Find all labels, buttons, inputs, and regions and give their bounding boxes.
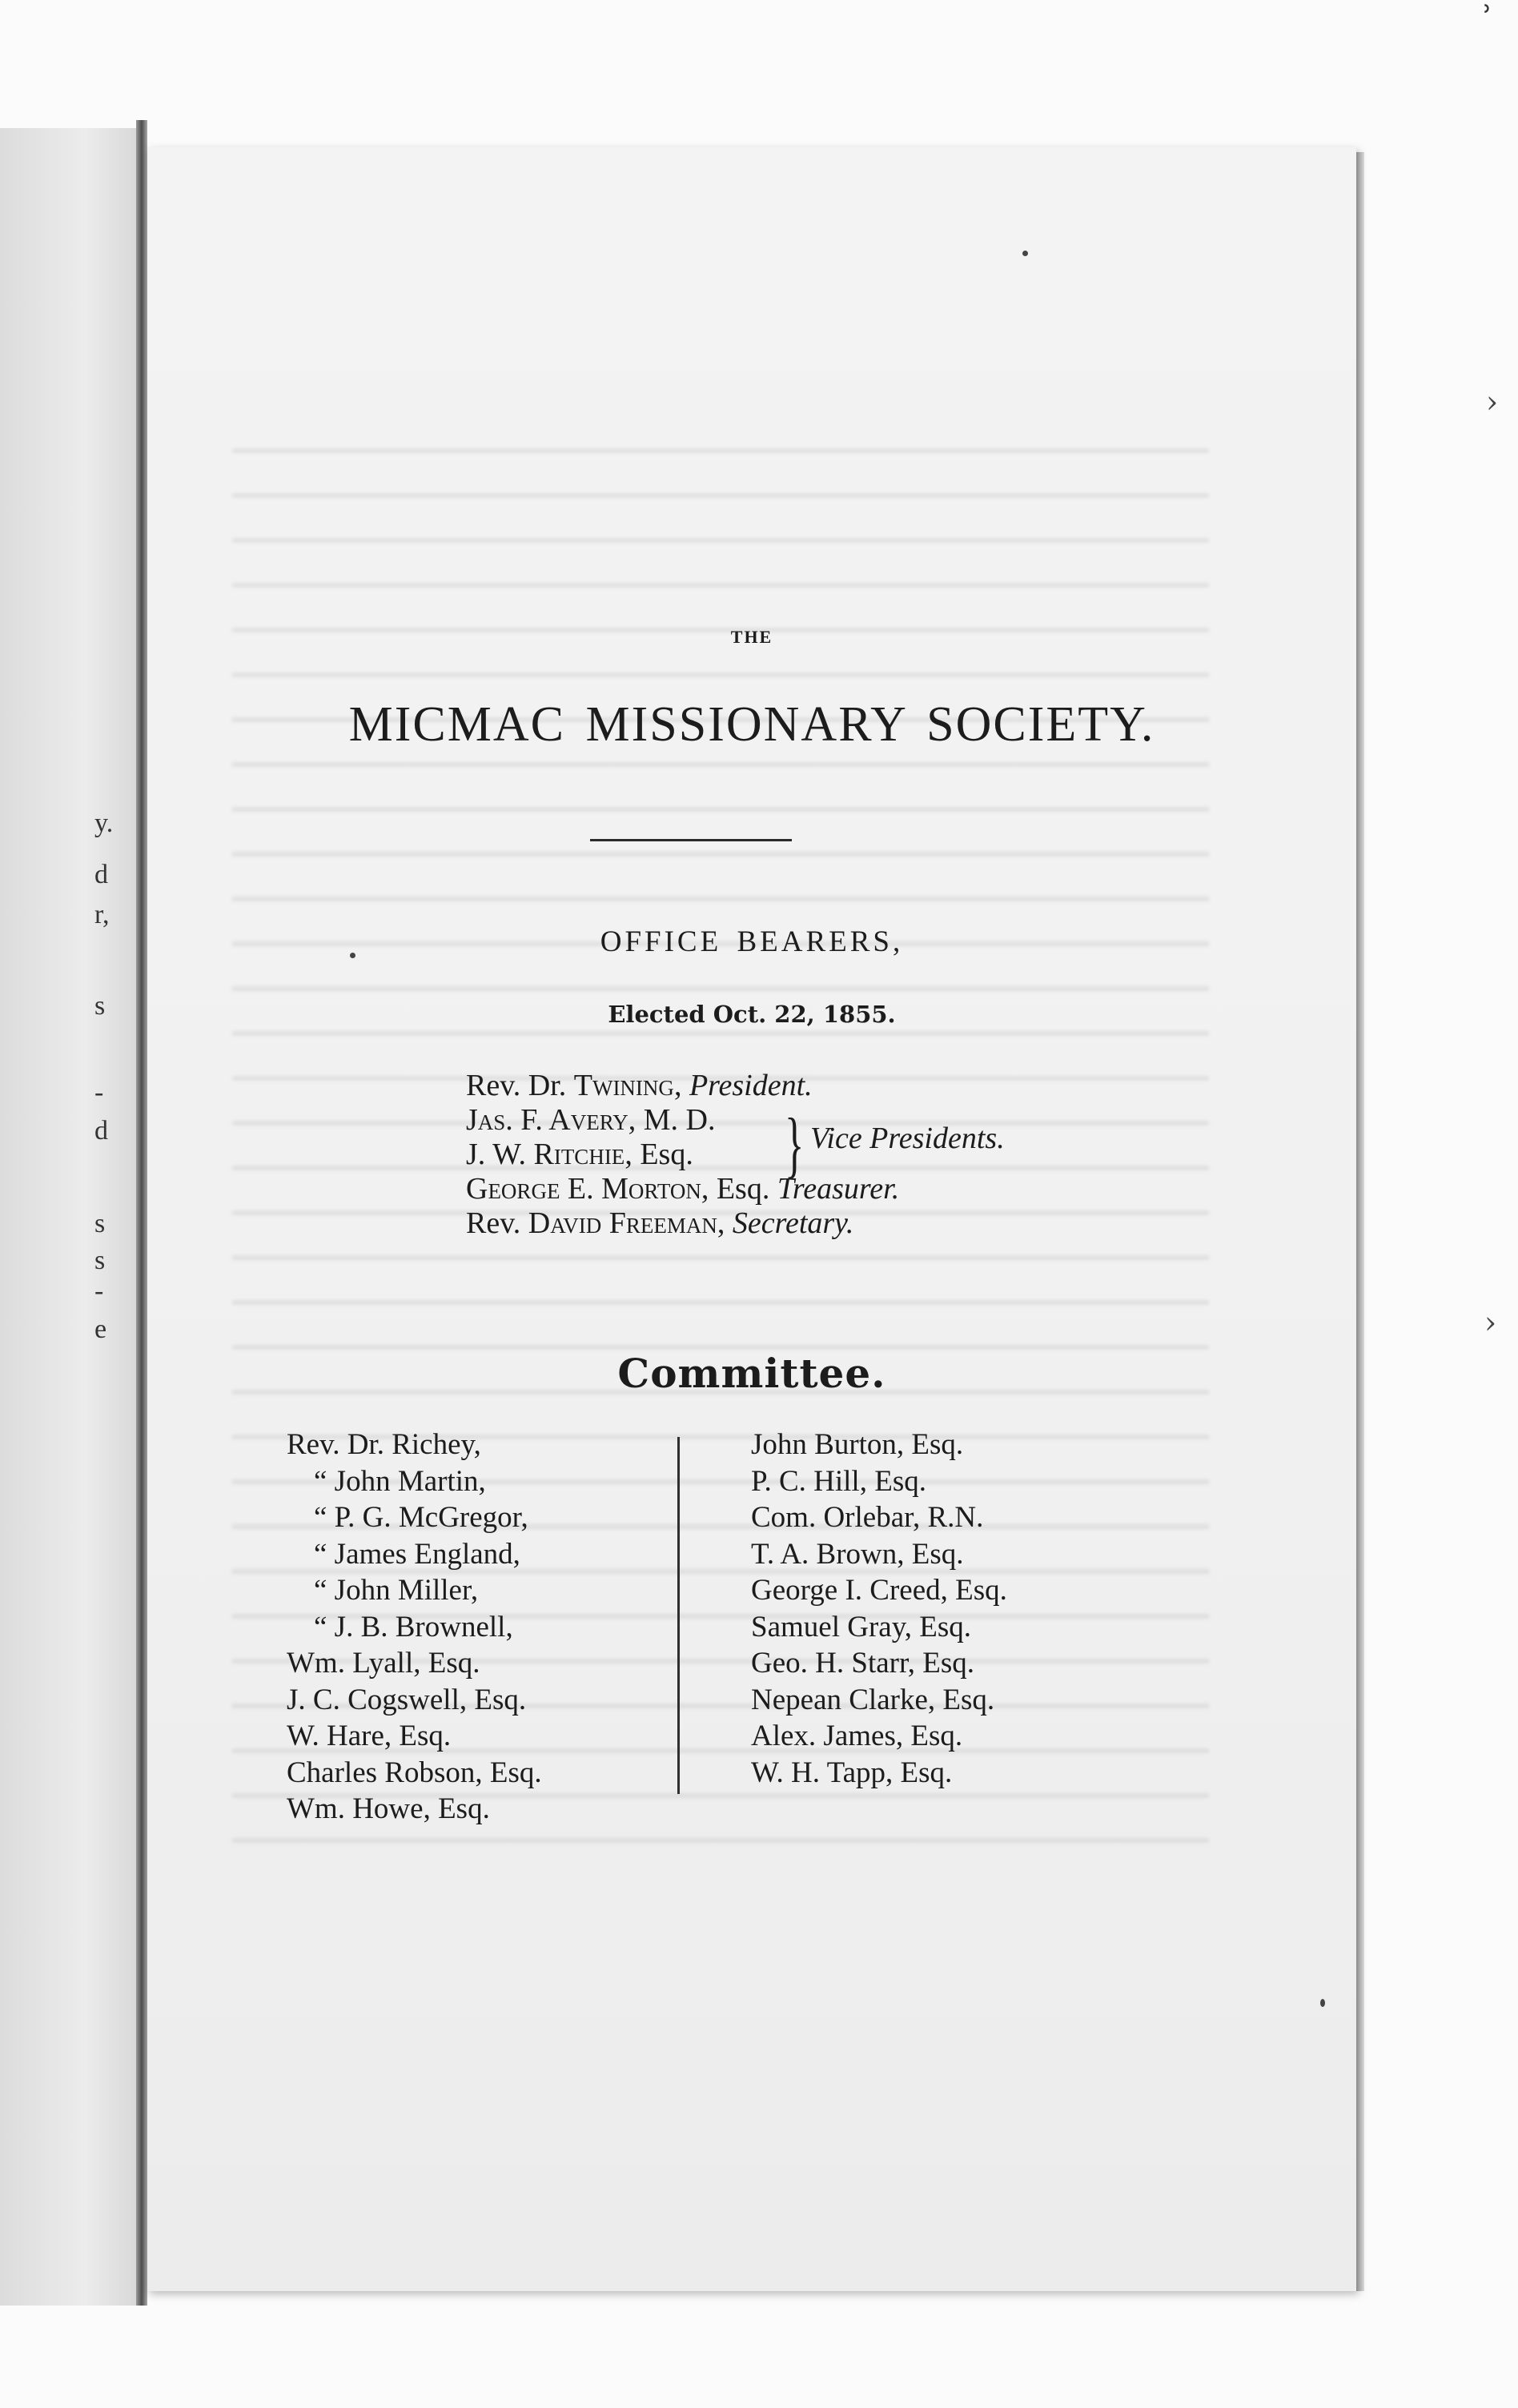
page-title: MICMAC MISSIONARY SOCIETY.: [348, 697, 1155, 752]
committee-member: Rev. Dr. Richey,: [287, 1428, 481, 1461]
committee-member: “ James England,: [314, 1537, 520, 1571]
officer-name: George E. Morton: [466, 1172, 701, 1206]
committee-member: John Burton, Esq.: [751, 1428, 964, 1461]
book-gutter: [136, 120, 147, 2306]
officer-president: [466, 1069, 1187, 1103]
officer-name: Jas. F. Avery: [466, 1103, 628, 1137]
left-fragment: d: [94, 1116, 108, 1146]
committee-member: Wm. Lyall, Esq.: [287, 1647, 480, 1680]
committee-member: P. C. Hill, Esq.: [751, 1464, 926, 1498]
officer-suffix: , Esq.: [701, 1172, 777, 1206]
committee-member: “ J. B. Brownell,: [314, 1610, 513, 1643]
committee-member: Com. Orlebar, R.N.: [751, 1501, 984, 1534]
committee-member: “ P. G. McGregor,: [314, 1501, 528, 1534]
committee-member: T. A. Brown, Esq.: [751, 1537, 964, 1571]
left-fragment: s: [94, 1246, 106, 1275]
page-edge-shadow: [1356, 152, 1364, 2291]
committee-member: George I. Creed, Esq.: [751, 1574, 1007, 1607]
section-heading: OFFICE BEARERS,: [600, 925, 904, 958]
committee-member: “ John Martin,: [314, 1464, 486, 1498]
committee-member: Wm. Howe, Esq.: [287, 1792, 490, 1825]
officer-name: Twining: [573, 1069, 674, 1102]
officer-suffix: , M. D.: [628, 1103, 716, 1137]
committee-member: J. C. Cogswell, Esq.: [287, 1683, 527, 1716]
left-fragment: r,: [94, 900, 110, 929]
ink-speck: [1320, 1999, 1325, 2007]
edge-mark-icon: ›: [1486, 384, 1499, 419]
committee-member: W. Hare, Esq.: [287, 1720, 452, 1752]
officers-list: [466, 1069, 1187, 1241]
left-fragment: e: [94, 1314, 107, 1344]
committee-right-column: [751, 1427, 1007, 1791]
committee-member: Charles Robson, Esq.: [287, 1756, 542, 1789]
committee-member: Nepean Clarke, Esq.: [751, 1683, 995, 1716]
officer-role: President.: [689, 1069, 813, 1102]
officer-suffix: ,: [673, 1069, 689, 1102]
left-fragment: -: [94, 1078, 104, 1107]
committee-heading: Committee.: [617, 1350, 886, 1397]
officer-treasurer: [466, 1172, 1187, 1206]
left-page-strip: [0, 128, 143, 2306]
officer-suffix: , Esq.: [624, 1138, 693, 1171]
officer-name: David Freeman: [528, 1206, 717, 1240]
officer-prefix: Rev.: [466, 1206, 528, 1240]
left-fragment: d: [94, 860, 108, 889]
committee-left-column: [287, 1427, 542, 1828]
officer-role: Secretary.: [732, 1206, 854, 1240]
title-divider: [590, 839, 792, 841]
left-fragment: y.: [94, 809, 114, 838]
corner-mark-icon: ʾ: [1483, 0, 1493, 37]
title-kicker: THE: [730, 627, 773, 647]
left-fragment: s: [94, 1209, 106, 1238]
committee-member: Alex. James, Esq.: [751, 1720, 963, 1752]
officer-suffix: ,: [717, 1206, 733, 1240]
curly-brace-icon: }: [785, 1103, 805, 1185]
committee-column-divider: [677, 1437, 680, 1794]
left-fragment: s: [94, 991, 106, 1021]
officer-name: J. W. Ritchie: [466, 1138, 625, 1171]
committee-member: W. H. Tapp, Esq.: [751, 1756, 953, 1789]
committee-member: Samuel Gray, Esq.: [751, 1610, 972, 1643]
committee-member: Geo. H. Starr, Esq.: [751, 1647, 975, 1680]
officer-prefix: Rev. Dr.: [466, 1069, 574, 1102]
edge-mark-icon: ›: [1484, 1305, 1497, 1340]
ink-speck: [1022, 251, 1028, 256]
committee-member: “ John Miller,: [314, 1574, 479, 1607]
vice-presidents-role: Vice Presidents.: [810, 1122, 1005, 1155]
officer-role: Treasurer.: [777, 1172, 900, 1206]
officer-secretary: [466, 1206, 1187, 1241]
left-fragment: -: [94, 1276, 104, 1306]
election-date: Elected Oct. 22, 1855.: [608, 1001, 896, 1028]
